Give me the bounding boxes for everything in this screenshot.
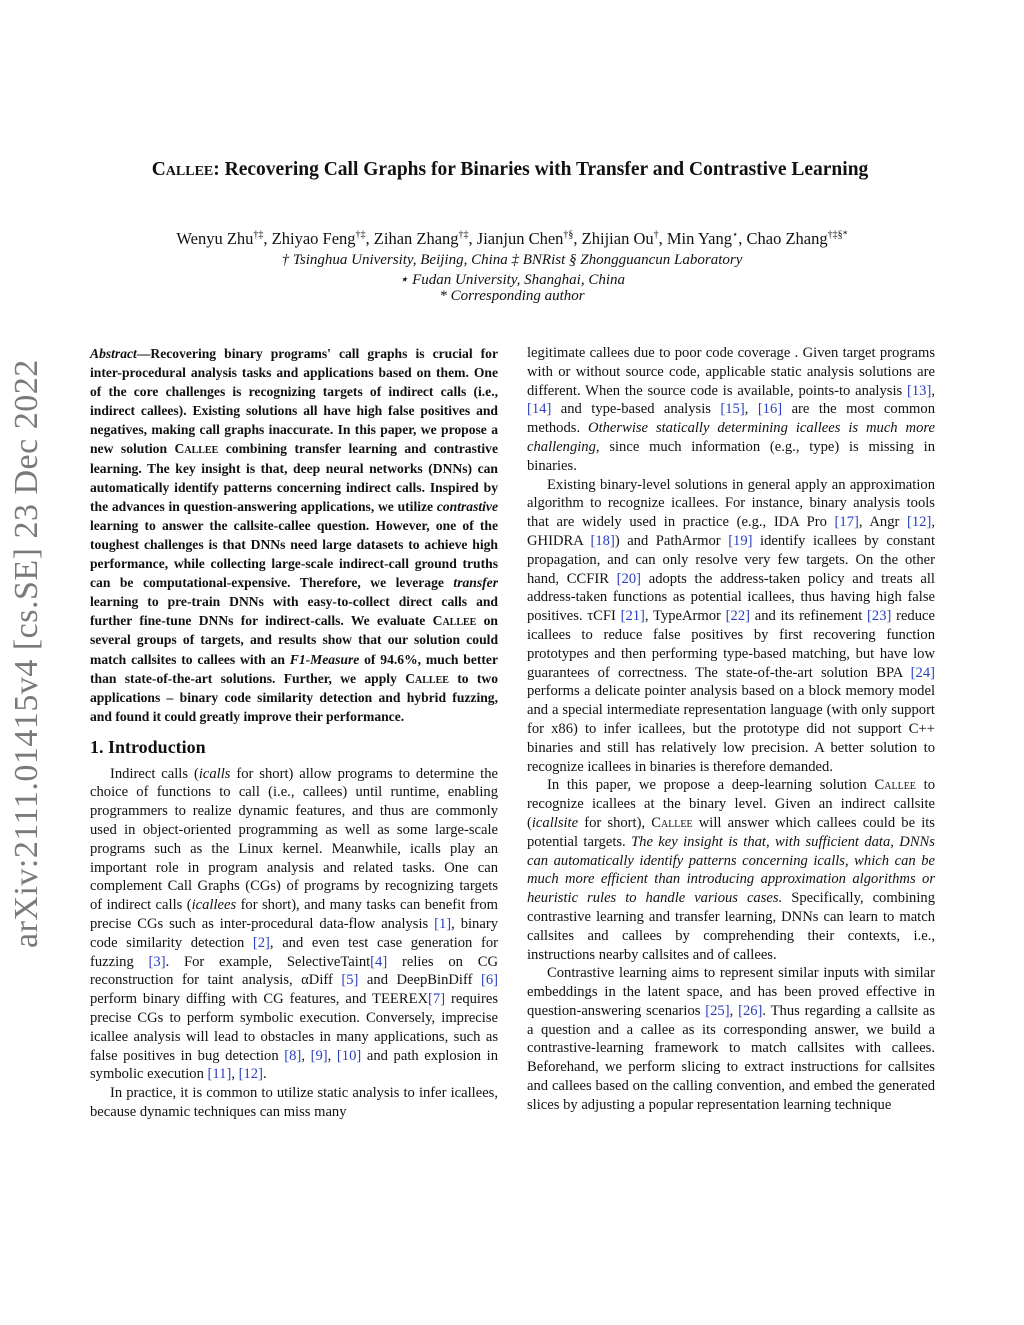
citation-link[interactable]: [2] — [252, 934, 270, 951]
right-paragraph-1: legitimate callees due to poor code coverage . Given target programs with or without source code, applicable static analysis solutions are different. When the source code is available, points-to analysis [13], [14] and type-based analysis [15], [16] are the most common methods. Otherwise statically determining icallees is much more challenging, since much information (e.g., type) is missing in binaries. — [527, 345, 935, 474]
author-mark: †‡ — [253, 229, 264, 241]
title-system-name: Callee — [151, 159, 214, 180]
citation-link[interactable]: [10] — [336, 1047, 362, 1064]
citation-link[interactable]: [17] — [834, 514, 859, 531]
citation-link[interactable]: [11] — [207, 1066, 232, 1083]
affiliation-line-2: ⋆ Fudan University, Shanghai, China — [398, 272, 626, 288]
citation-link[interactable]: [22] — [725, 608, 750, 625]
author: Zhiyao Feng — [271, 229, 356, 248]
author-mark: ⋆ — [731, 229, 739, 241]
intro-paragraph-2: In practice, it is common to utilize static analysis to infer icallees, because dynamic techniques can miss many — [90, 1085, 498, 1121]
right-paragraph-4: Contrastive learning aims to represent similar inputs with similar embeddings in the latent space, and has been proved effective in question-answering scenarios [25], [26]. Thus regarding a callsite as a question and a callee as its corresponding answer, we build a contrastive-learning framework to match callsites with callees. Beforehand, we perform slicing to extract instructions for callsites and callees based on the calling convention, and embed the generated slices by adjusting a popular representation learning technique — [527, 965, 936, 1113]
citation-link[interactable]: [25] — [705, 1002, 730, 1019]
citation-link[interactable]: [8] — [284, 1047, 302, 1064]
right-paragraph-2: Existing binary-level solutions in general apply an approximation algorithm to recognize icallees. For instance, binary analysis tools that are widely used in practice (e.g., IDA Pro [17], Angr [12], GHIDRA [18]) and PathArmor [19] identify icallees by constant propagation, and can only resolve very few targets. On the other hand, CCFIR [20] adopts the address-taken policy and treats all address-taken functions as potential icallees, thus having high false positives. τCFI [21], TypeArmor [22] and its refinement [23] reduce icallees to reduce false positives by first recovering function prototypes and then performing type-based matching, but have low guarantees of correctness. The state-of-the-art solution BPA [24] performs a delicate pointer analysis based on a block memory model and a special intermediate representation language (with only support for x86) to infer icallees, but the prototype did not support C++ binaries and still has relatively low precision. A better solution to recognize icallees in binaries is therefore demanded. — [527, 476, 936, 775]
section-heading: 1. Introduction — [90, 736, 206, 757]
citation-link[interactable]: [24] — [910, 664, 935, 681]
citation-link[interactable]: [4] — [370, 953, 388, 970]
author-mark: † — [653, 229, 659, 241]
citation-link[interactable]: [21] — [620, 608, 645, 625]
citation-link[interactable]: [18] — [590, 532, 615, 549]
author: Jianjun Chen — [476, 229, 564, 248]
affiliation-line-3: * Corresponding author — [439, 288, 585, 304]
citation-link[interactable]: [26] — [738, 1002, 763, 1019]
author: Wenyu Zhu — [176, 229, 254, 248]
citation-link[interactable]: [15] — [720, 401, 745, 418]
citation-link[interactable]: [5] — [341, 972, 359, 989]
citation-link[interactable]: [1] — [434, 916, 452, 933]
citation-link[interactable]: [23] — [867, 608, 892, 625]
citation-link[interactable]: [20] — [616, 570, 641, 587]
citation-link[interactable]: [13] — [907, 382, 932, 399]
citation-link[interactable]: [12] — [238, 1066, 263, 1083]
citation-link[interactable]: [6] — [480, 972, 498, 989]
intro-paragraph-1: Indirect calls (icalls for short) allow programs to determine the choice of functions to call (i.e., callees) until runtime, enabling programmers to realize dynamic features, and thus are commonly used in object-oriented programming as well as some large-scale programs such as the Linux kernel. Meanwhile, icalls play an important role in program analysis and related tasks. One can complement Call Graphs (CGs) of programs by recognizing targets of indirect calls (icallees for short), and many tasks can benefit from precise CGs such as inter-procedural data-flow analysis [1], binary code similarity detection [2], and even test case generation for fuzzing [3]. For example, SelectiveTaint[4] relies on CG reconstruction for taint analysis, αDiff [5] and DeepBinDiff [6] perform binary diffing with CG features, and TEEREX[7] requires precise CGs to perform symbolic execution. Conversely, imprecise icallee analysis will lead to obstacles in many applications, such as false positives in bug detection [8], [9], [10] and path explosion in symbolic execution [11], [12]. — [90, 765, 499, 1083]
author-list: Wenyu Zhu†‡, Zhiyao Feng†‡, Zihan Zhang†‡, Jianjun Chen†§, Zhijian Ou†, Min Yang⋆, Chao Zhang†‡§* — [176, 229, 848, 248]
citation-link[interactable]: [19] — [728, 532, 753, 549]
citation-link[interactable]: [16] — [757, 401, 783, 418]
citation-link[interactable]: [9] — [310, 1047, 328, 1064]
title-rest: : Recovering Call Graphs for Binaries with Transfer and Contrastive Learning — [213, 159, 869, 180]
affiliation-line-1: † Tsinghua University, Beijing, China ‡ BNRist § Zhongguancun Laboratory — [281, 252, 743, 268]
citation-link[interactable]: [3] — [148, 953, 166, 970]
citation-link[interactable]: [14] — [527, 401, 552, 418]
author: Min Yang — [666, 229, 732, 248]
abstract: Abstract—Recovering binary programs' call graphs is crucial for inter-procedural analysis tasks and applications based on them. One of the core challenges is recognizing targets of indirect calls (i.e., indirect callees). Existing solutions all have high false positives and negatives, making call graphs inaccurate. In this paper, we propose a new solution Callee combining transfer learning and contrastive learning. The key insight is that, deep neural networks (DNNs) can automatically identify patterns concerning indirect calls. Inspired by the advances in question-answering applications, we utilize contrastive learning to answer the callsite-callee question. However, one of the toughest challenges is that DNNs need large datasets to achieve high performance, while collecting large-scale indirect-call ground truths can be computational-expensive. Therefore, we leverage transfer learning to pre-train DNNs with easy-to-collect direct calls and further fine-tune DNNs for indirect-calls. We evaluate Callee on several groups of targets, and results show that our solution could match callsites to callees with an F1-Measure of 94.6%, much better than state-of-the-art solutions. Further, we apply Callee to two applications – binary code similarity detection and hybrid fuzzing, and found it could greatly improve their performance. — [90, 346, 498, 724]
author-mark: †‡ — [458, 229, 469, 241]
citation-link[interactable]: [7] — [428, 991, 446, 1008]
paper-title — [60, 159, 960, 181]
left-column — [90, 344, 498, 1122]
author: Zihan Zhang — [373, 229, 459, 248]
author: Zhijian Ou — [581, 229, 654, 248]
abstract-label: Abstract — [90, 346, 137, 361]
citation-link[interactable]: [12] — [907, 514, 932, 531]
author-mark: †‡§* — [827, 229, 848, 241]
arxiv-stamp: arXiv:2111.01415v4 [cs.SE] 23 Dec 2022 — [8, 359, 45, 948]
right-column — [527, 344, 935, 1115]
author-mark: †§ — [563, 229, 574, 241]
author: Chao Zhang — [746, 229, 828, 248]
author-mark: †‡ — [355, 229, 366, 241]
right-paragraph-3: In this paper, we propose a deep-learning solution Callee to recognize icallees at the binary level. Given an indirect callsite (icallsite for short), Callee will answer which callees could be its potential targets. The key insight is that, with sufficient data, DNNs can automatically identify patterns concerning icalls, which can be much more efficient than introducing approximation algorithms or heuristic rules to handle various cases. Specifically, combining contrastive learning and transfer learning, DNNs can learn to match callsites and callees by comprehending their contexts, i.e., instructions nearby callsites and of callees. — [527, 777, 936, 963]
